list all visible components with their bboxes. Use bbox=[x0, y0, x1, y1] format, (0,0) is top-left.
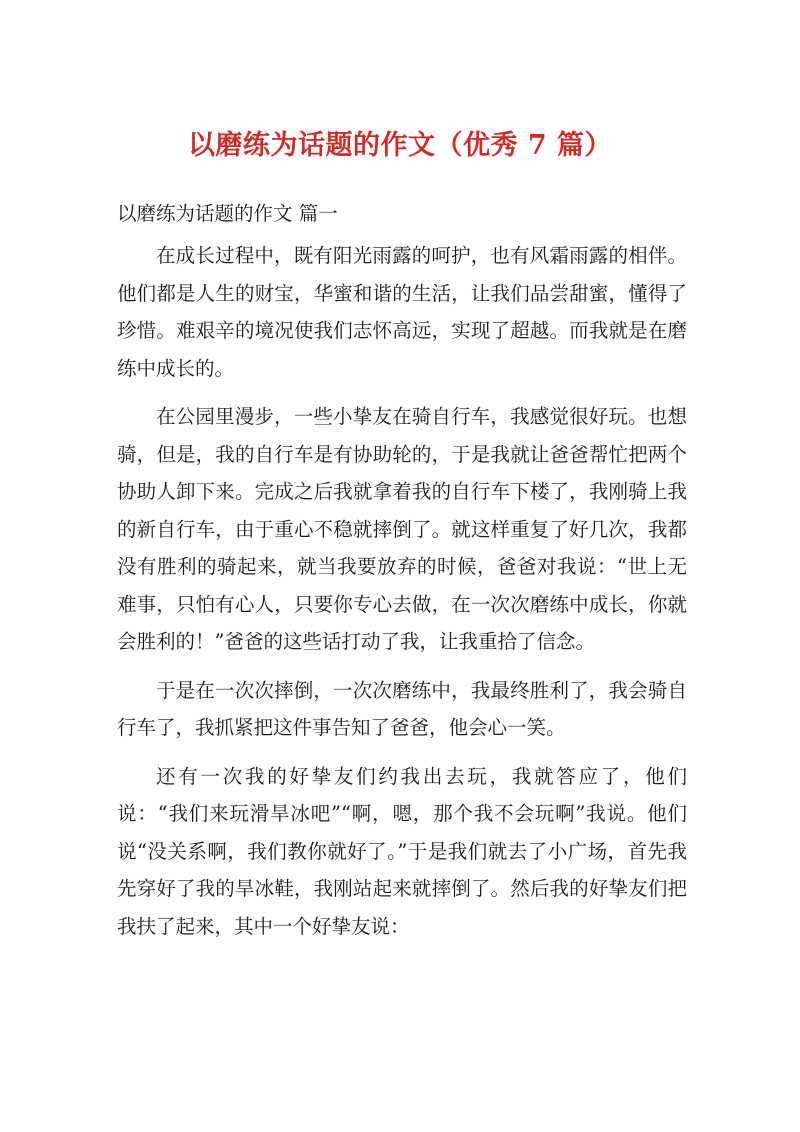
paragraph: 在成长过程中，既有阳光雨露的呵护，也有风霜雨露的相伴。他们都是人生的财宝，华蜜和谐的生活，让我们品尝甜蜜，懂得了珍惜。难艰辛的境况使我们志怀高远，实现了超越。而我就是在磨练中成长的。 bbox=[117, 244, 687, 380]
paragraph: 于是在一次次摔倒，一次次磨练中，我最终胜利了，我会骑自行车了，我抓紧把这件事告知了爸爸，他会心一笑。 bbox=[117, 678, 687, 739]
paragraph: 在公园里漫步，一些小挚友在骑自行车，我感觉很好玩。也想骑，但是，我的自行车是有协助轮的，于是我就让爸爸帮忙把两个协助人卸下来。完成之后我就拿着我的自行车下楼了，我刚骑上我的新自行车，由于重心不稳就摔倒了。就这样重复了好几次，我都没有胜利的骑起来，就当我要放弃的时候，爸爸对我说：“世上无难事，只怕有心人，只要你专心去做，在一次次磨练中成长，你就会胜利的！”爸爸的这些话打动了我，让我重拾了信念。 bbox=[117, 405, 687, 653]
document-title: 以磨练为话题的作文（优秀 7 篇） bbox=[187, 130, 613, 161]
essay-body bbox=[117, 237, 687, 956]
paragraph: 还有一次我的好挚友们约我出去玩，我就答应了，他们说：“我们来玩滑旱冰吧”“啊，嗯，那个我不会玩啊”我说。他们说“没关系啊，我们教你就好了。”于是我们就去了小广场，首先我先穿好了我的旱冰鞋，我刚站起来就摔倒了。然后我的好挚友们把我扶了起来，其中一个好挚友说： bbox=[117, 764, 687, 938]
section-heading: 以磨练为话题的作文 篇一 bbox=[117, 202, 338, 225]
